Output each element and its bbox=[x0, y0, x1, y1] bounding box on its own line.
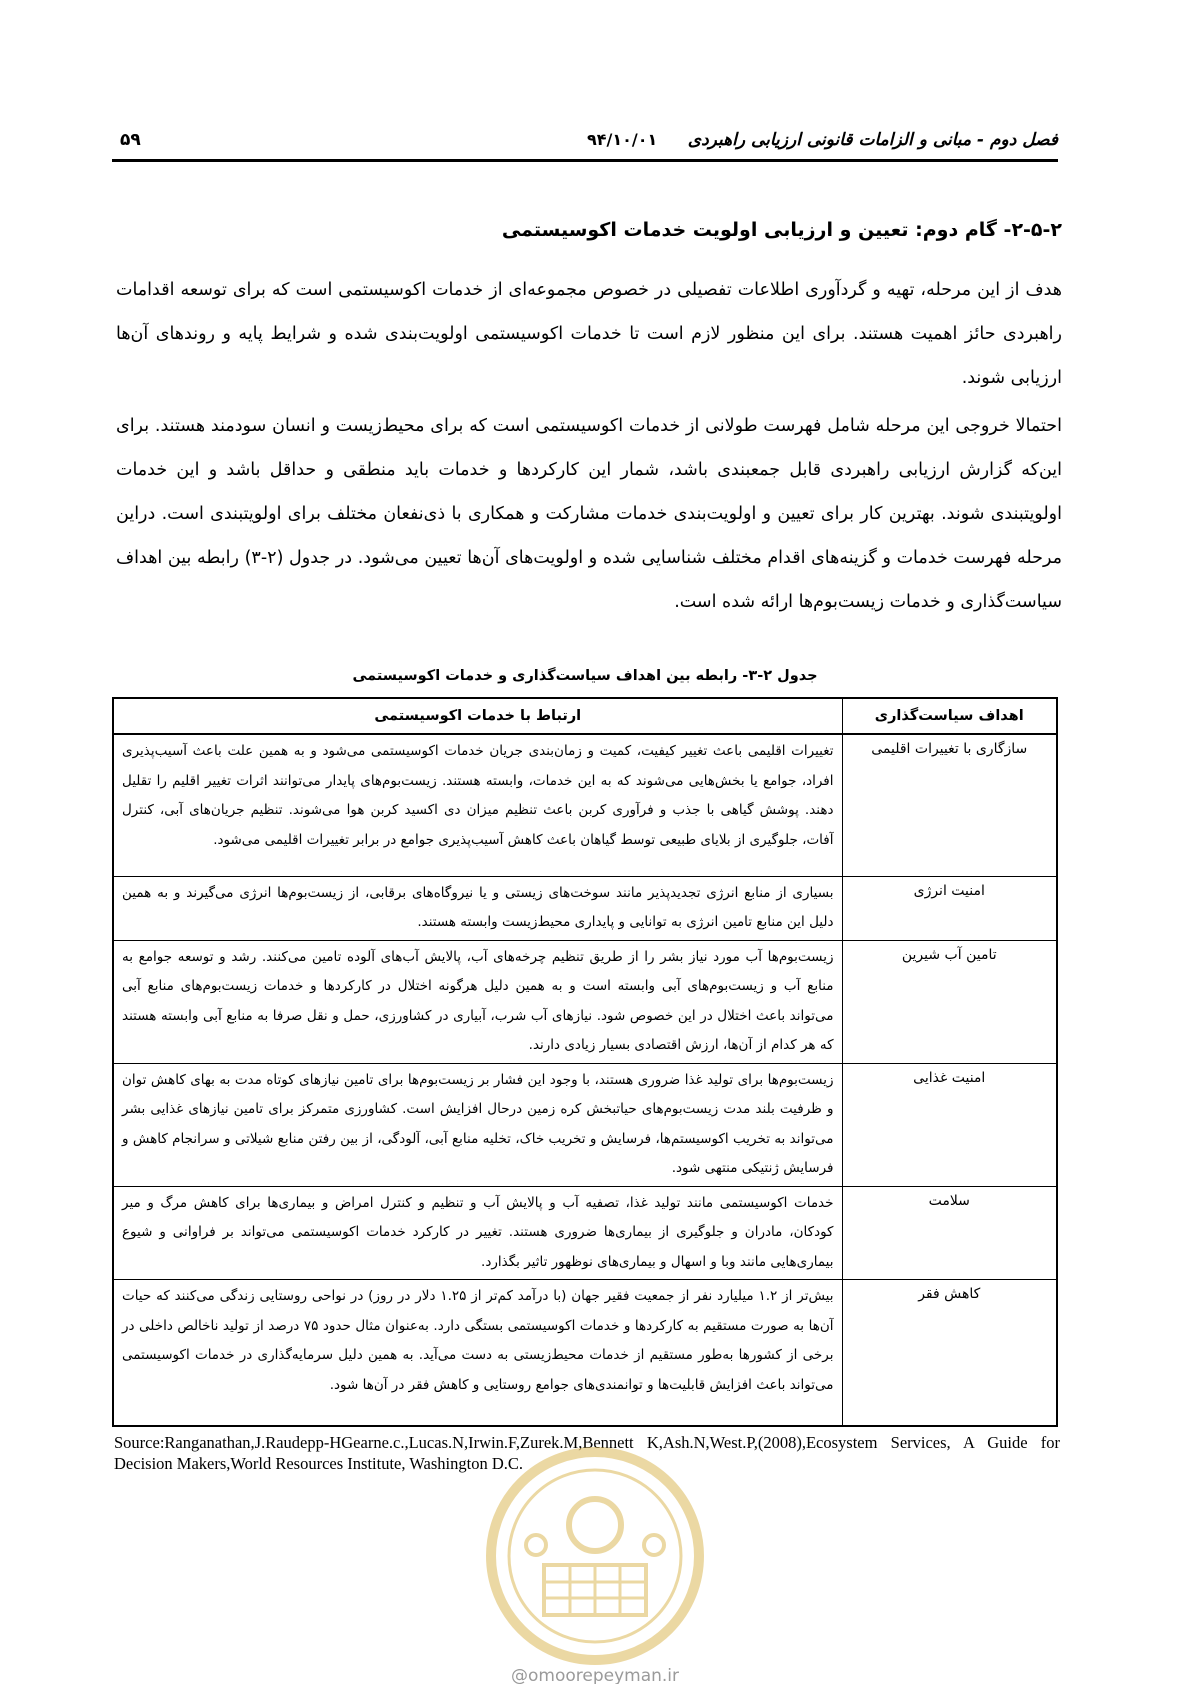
paragraph-output: احتمالا خروجی این مرحله شامل فهرست طولانی از خدمات اکوسیستمی است که برای محیط‌زیست و انسان سودمند هستند. برای این‌که گزارش ارزیابی راهبردی قابل جمعبندی باشد، شمار این کارکردها و خدمات باید منطقی و حداقل باشد و این خدمات اولویتبندی شوند. بهترین کار برای تعیین و اولویت‌بندی خدمات مشارکت و همکاری با ذی‌نفعان مختلف برای اولویتبندی است. دراین مرحله فهرست خدمات و گزینه‌های اقدام مختلف شناسایی شده و اولویت‌های آن‌ها تعیین می‌شود. در جدول (۲-۳) رابطه بین اهداف سیاست‌گذاری و خدمات زیست‌بوم‌ها ارائه شده است. bbox=[116, 416, 1062, 612]
goal-cell: امنیت غذایی bbox=[842, 1063, 1057, 1186]
page-header bbox=[112, 126, 1058, 162]
paragraph-intro: هدف از این مرحله، تهیه و گردآوری اطلاعات تفصیلی در خصوص مجموعه‌ای از خدمات اکوسیستمی است که برای توسعه اقدامات راهبردی حائز اهمیت هستند. برای این منظور لازم است تا خدمات اکوسیستمی اولویت‌بندی شده و شرایط پایه و روندهای آن‌ها ارزیابی شوند. bbox=[116, 280, 1062, 388]
watermark-text: @omoorepeyman.ir bbox=[510, 1666, 680, 1684]
ecosystem-services-table bbox=[112, 697, 1058, 1427]
relation-cell: خدمات اکوسیستمی مانند تولید غذا، تصفیه آب و پالایش آب و تنظیم و کنترل امراض و بیماری‌ها برای کاهش مرگ و میر کودکان، مادران و جلوگیری از بیماری‌ها ضروری هستند. تغییر در کارکرد خدمات اکوسیستمی می‌تواند بر فراوانی و شیوع بیماری‌هایی مانند وبا و اسهال و بیماری‌های نوظهور تاثیر بگذارد. bbox=[113, 1186, 842, 1280]
table-row bbox=[113, 1186, 1057, 1280]
goal-cell: کاهش فقر bbox=[842, 1280, 1057, 1426]
relation-cell: زیست‌بوم‌ها آب مورد نیاز بشر را از طریق تنظیم چرخه‌های آب، پالایش آب‌های آلوده تامین می‌کنند. رشد و توسعه جوامع به منابع آب و زیست‌بوم‌های آبی وابسته است و به همین دلیل هرگونه اختلال در کارکردها و خدمات زیست‌بوم‌های منابع آبی می‌تواند باعث اختلال در این خصوص شود. نیازهای آب شرب، آبیاری در کشاورزی، حمل و نقل صرفا به منابع آبی وابسته هستند که هر کدام از آن‌ها، ارزش اقتصادی بسیار زیادی دارند. bbox=[113, 940, 842, 1063]
goal-cell: امنیت انرژی bbox=[842, 876, 1057, 940]
table-row bbox=[113, 940, 1057, 1063]
goal-cell: سلامت bbox=[842, 1186, 1057, 1280]
source-citation: Source:Ranganathan,J.Raudepp-HGearne.c.,Lucas.N,Irwin.F,Zurek.M,Bennett K,Ash.N,West.P,(2008),Ecosystem Services, A Guide for Decision Makers,World Resources Institute, Washington D.C. bbox=[114, 1433, 1060, 1473]
relation-cell: زیست‌بوم‌ها برای تولید غذا ضروری هستند، با وجود این فشار بر زیست‌بوم‌ها برای تامین نیازهای کوتاه مدت به بهای کاهش توان و ظرفیت بلند مدت زیست‌بوم‌های حیاتبخش کره زمین درحال افزایش است. کشاورزی متمرکز برای تامین نیازهای غذایی بشر می‌تواند به تخریب اکوسیستم‌ها، فرسایش و تخریب خاک، تخلیه منابع آبی، آلودگی، از بین رفتن منابع شیلاتی و سرانجام کاهش و فرسایش ژنتیکی منتهی شود. bbox=[113, 1063, 842, 1186]
header-date: ۹۴/۱۰/۰۱ bbox=[587, 130, 658, 149]
section-title: ۲-۵-۲- گام دوم: تعیین و ارزیابی اولویت خدمات اکوسیستمی bbox=[501, 219, 1062, 241]
table-row bbox=[113, 734, 1057, 876]
table-row bbox=[113, 876, 1057, 940]
table-caption: جدول ۲-۳- رابطه بین اهداف سیاست‌گذاری و خدمات اکوسیستمی bbox=[352, 668, 818, 684]
column-header-relation: ارتباط با خدمات اکوسیستمی bbox=[113, 698, 842, 734]
column-header-goal: اهداف سیاست‌گذاری bbox=[842, 698, 1057, 734]
watermark-seal-icon bbox=[484, 1445, 706, 1667]
goal-cell: سازگاری با تغییرات اقلیمی bbox=[842, 734, 1057, 876]
relation-cell: بیش‌تر از ۱.۲ میلیارد نفر از جمعیت فقیر جهان (با درآمد کم‌تر از ۱.۲۵ دلار در روز) در نواحی روستایی زندگی می‌کنند که حیات آن‌ها به صورت مستقیم به کارکردها و خدمات اکوسیستمی بستگی دارد. به‌عنوان مثال حدود ۷۵ درصد از تولید ناخالص داخلی در برخی از کشورها به‌طور مستقیم از خدمات محیط‌زیستی به دست می‌آید. به همین دلیل سرمایه‌گذاری در خدمات اکوسیستمی می‌تواند باعث افزایش قابلیت‌ها و توانمندی‌های جوامع روستایی و کاهش فقر در آن‌ها شود. bbox=[113, 1280, 842, 1426]
chapter-title: فصل دوم - مبانی و الزامات قانونی ارزیابی راهبردی bbox=[687, 130, 1058, 150]
relation-cell: بسیاری از منابع انرژی تجدیدپذیر مانند سوخت‌های زیستی و یا نیروگاه‌های برقابی، از زیست‌بوم‌ها انرژی می‌گیرند و به همین دلیل این منابع تامین انرژی به توانایی و پایداری محیط‌زیست وابسته هستند. bbox=[113, 876, 842, 940]
relation-cell: تغییرات اقلیمی باعث تغییر کیفیت، کمیت و زمان‌بندی جریان خدمات اکوسیستمی می‌شود و به همین علت باعث آسیب‌پذیری افراد، جوامع یا بخش‌هایی می‌شوند که به این خدمات، وابسته هستند. زیست‌بوم‌های پایدار می‌توانند اثرات تغییر اقلیم را تقلیل دهند. پوشش گیاهی با جذب و فرآوری کربن باعث تنظیم میزان دی اکسید کربن هوا می‌شوند. تنظیم جریان‌های آبی، کنترل آفات، جلوگیری از بلایای طبیعی توسط گیاهان باعث کاهش آسیب‌پذیری جوامع در برابر تغییرات اقلیمی می‌شود. bbox=[113, 734, 842, 876]
table-row bbox=[113, 1063, 1057, 1186]
goal-cell: تامین آب شیرین bbox=[842, 940, 1057, 1063]
table-header-row bbox=[113, 698, 1057, 734]
table-row bbox=[113, 1280, 1057, 1426]
page-number: ۵۹ bbox=[120, 130, 141, 150]
